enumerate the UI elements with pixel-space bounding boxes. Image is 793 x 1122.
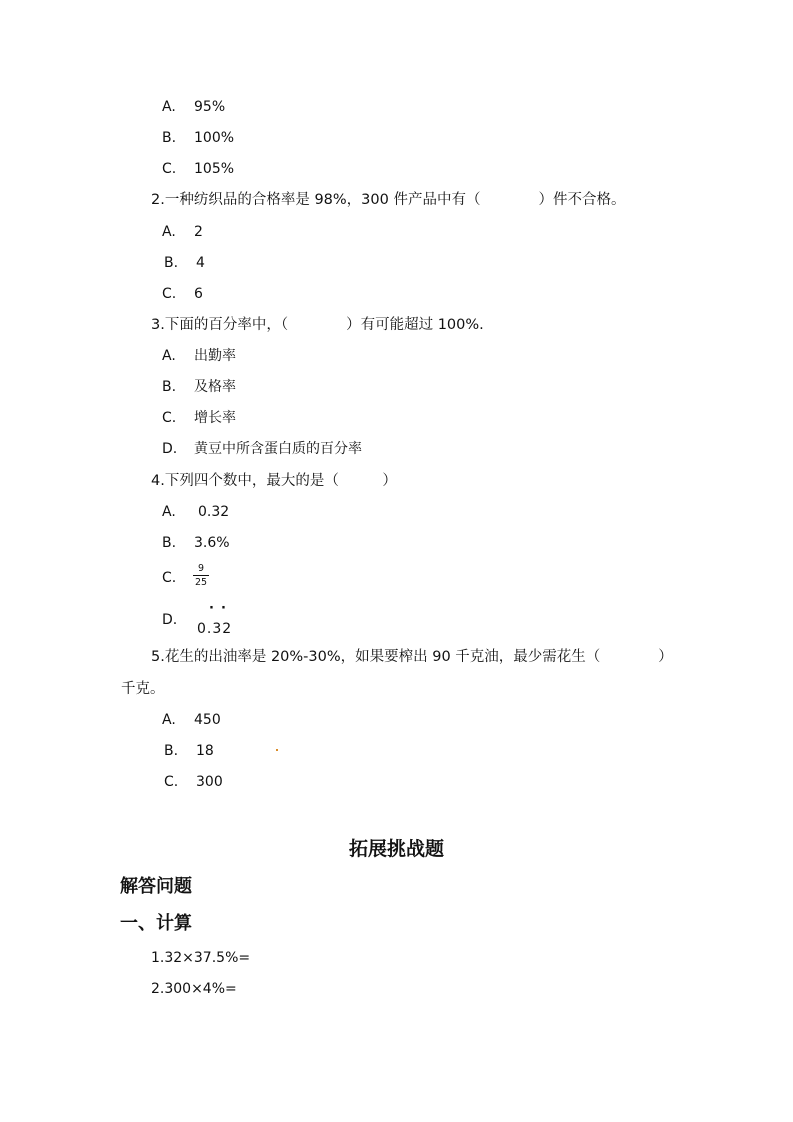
q1-option-a: A. 95%: [162, 99, 226, 115]
q4-option-c-fraction: [193, 563, 209, 588]
fraction-bar: [193, 575, 209, 576]
q3-option-d: D. 黄豆中所含蛋白质的百分率: [162, 441, 362, 457]
q2-option-c: C. 6: [162, 286, 203, 302]
fraction-numerator: 9: [197, 563, 205, 574]
q5-option-a: A. 450: [162, 712, 221, 728]
fraction-denominator: 25: [194, 577, 208, 588]
q4-option-d-decimal: 0.32: [197, 621, 233, 637]
q5-text-line2: 千克。: [121, 681, 165, 697]
q4-text: 4.下列四个数中，最大的是（ ）: [151, 473, 397, 489]
q2-option-b: B. 4: [164, 255, 205, 271]
q1-option-b: B. 100%: [162, 130, 235, 146]
part-title: 一、计算: [120, 913, 192, 934]
q4-option-d-letter: D.: [162, 612, 178, 628]
q3-option-c: C. 增长率: [162, 410, 236, 426]
q5-option-c: C. 300: [164, 774, 223, 790]
q5-option-b: B. 18: [164, 743, 214, 759]
stray-mark: [276, 749, 278, 751]
q3-option-b: B. 及格率: [162, 379, 236, 395]
q4-option-b: B. 3.6%: [162, 535, 230, 551]
q3-option-a: A. 出勤率: [162, 348, 236, 364]
q1-option-c: C. 105%: [162, 161, 235, 177]
q3-text: 3.下面的百分率中，（ ）有可能超过 100%.: [151, 317, 484, 333]
repeating-decimal-dots: ··: [209, 601, 233, 616]
q2-option-a: A. 2: [162, 224, 203, 240]
q2-text: 2.一种纺织品的合格率是 98%，300 件产品中有（ ）件不合格。: [151, 192, 626, 208]
q4-option-c-letter: C.: [162, 570, 177, 586]
q5-text-line1: 5.花生的出油率是 20%-30%，如果要榨出 90 千克油，最少需花生（ ）: [151, 649, 673, 665]
section-title: 拓展挑战题: [348, 838, 444, 860]
calc-item-1: 1.32×37.5%=: [151, 950, 251, 966]
q4-option-a: A. 0.32: [162, 504, 230, 520]
calc-item-2: 2.300×4%=: [151, 981, 237, 997]
subsection-title: 解答问题: [120, 876, 192, 897]
